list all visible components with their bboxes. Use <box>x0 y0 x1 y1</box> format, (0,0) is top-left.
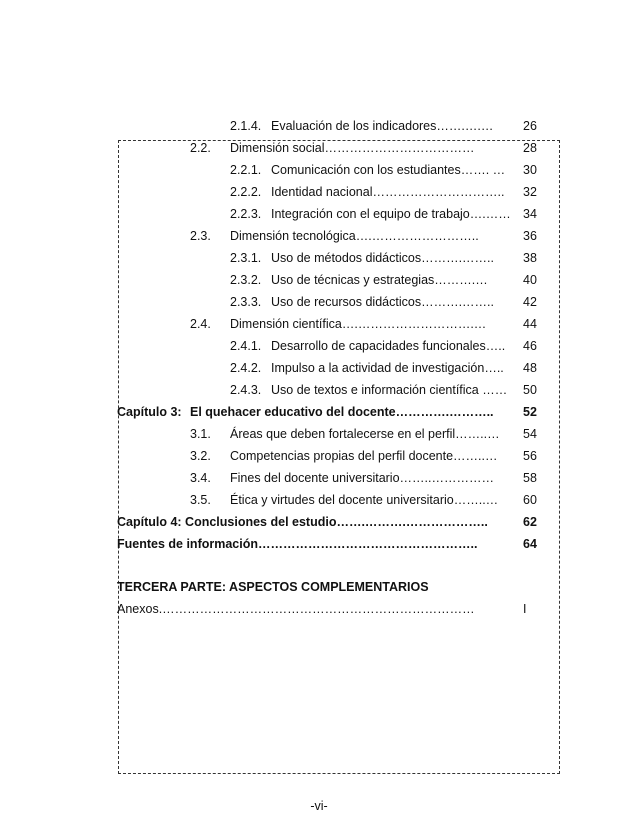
toc-entry-number: 3.1. <box>190 427 211 441</box>
toc-entry-number: 2.4.1. <box>230 339 262 353</box>
toc-entry-number: 3.5. <box>190 493 211 507</box>
toc-entry-number: Capítulo 3: <box>117 405 182 419</box>
toc-entry-2-4-2 <box>0 359 638 377</box>
toc-entry-page: 60 <box>523 493 537 507</box>
toc-entry-title: Impulso a la actividad de investigación….. <box>271 361 504 375</box>
toc-entry-2-3 <box>0 227 638 245</box>
toc-entry-title: Uso de recursos didácticos……….…….. <box>271 295 494 309</box>
toc-entry-number: 2.4.2. <box>230 361 262 375</box>
toc-entry-number: 2.3. <box>190 229 211 243</box>
toc-entry-number: 2.2.2. <box>230 185 262 199</box>
toc-entry-number: 2.4.3. <box>230 383 262 397</box>
toc-entry-page: 58 <box>523 471 537 485</box>
toc-entry-2-4-1 <box>0 337 638 355</box>
toc-entry-sources <box>0 535 638 553</box>
toc-entry-title: Dimensión científica….……………………….… <box>230 317 487 331</box>
toc-entry-number: 2.3.1. <box>230 251 262 265</box>
toc-entry-page: 62 <box>523 515 537 529</box>
toc-entry-page: 28 <box>523 141 537 155</box>
toc-entry-title: Integración con el equipo de trabajo….…… <box>271 207 511 221</box>
toc-entry-2-2-1 <box>0 161 638 179</box>
toc-entry-page: 34 <box>523 207 537 221</box>
toc-entry-page: 64 <box>523 537 537 551</box>
toc-entry-number: 2.3.2. <box>230 273 262 287</box>
toc-entry-3-1 <box>0 425 638 443</box>
toc-entry-page: 56 <box>523 449 537 463</box>
toc-entry-2-3-1 <box>0 249 638 267</box>
toc-entry-title: Identidad nacional………………………….. <box>271 185 505 199</box>
toc-entry-3-2 <box>0 447 638 465</box>
toc-entry-page: 48 <box>523 361 537 375</box>
toc-entry-2-2 <box>0 139 638 157</box>
toc-entry-chapter-3 <box>0 403 638 421</box>
toc-entry-page: 54 <box>523 427 537 441</box>
toc-entry-page: 40 <box>523 273 537 287</box>
toc-entry-number: 2.2. <box>190 141 211 155</box>
toc-section-heading <box>0 578 638 596</box>
toc-entry-number: 2.2.1. <box>230 163 262 177</box>
toc-entry-2-1-4 <box>0 117 638 135</box>
toc-entry-title: El quehacer educativo del docente………….……….. <box>190 405 494 419</box>
toc-entry-number: 3.2. <box>190 449 211 463</box>
toc-section-title: TERCERA PARTE: ASPECTOS COMPLEMENTARIOS <box>117 580 429 594</box>
toc-entry-page: 32 <box>523 185 537 199</box>
toc-entry-2-4-3 <box>0 381 638 399</box>
toc-entry-title: Uso de métodos didácticos……….…….. <box>271 251 494 265</box>
toc-entry-title: Desarrollo de capacidades funcionales….. <box>271 339 506 353</box>
toc-entry-title: Evaluación de los indicadores…….….… <box>271 119 494 133</box>
toc-entry-page: 46 <box>523 339 537 353</box>
toc-entry-number: 3.4. <box>190 471 211 485</box>
toc-entry-title: Capítulo 4: Conclusiones del estudio…….……….……………….. <box>117 515 488 529</box>
toc-entry-title: Anexos.………………………………………………………………… <box>117 602 475 616</box>
toc-entry-page: 50 <box>523 383 537 397</box>
toc-entry-2-4 <box>0 315 638 333</box>
toc-entry-3-5 <box>0 491 638 509</box>
page-number: -vi- <box>310 799 328 813</box>
toc-entry-page: 44 <box>523 317 537 331</box>
toc-entry-title: Competencias propias del perfil docente……..… <box>230 449 498 463</box>
toc-entry-page: 30 <box>523 163 537 177</box>
toc-entry-title: Uso de técnicas y estrategias……….… <box>271 273 488 287</box>
toc-entry-2-2-3 <box>0 205 638 223</box>
toc-entry-title: Dimensión social……………………………… <box>230 141 475 155</box>
toc-entry-number: 2.2.3. <box>230 207 262 221</box>
toc-entry-page: I <box>523 602 527 616</box>
toc-entry-title: Comunicación con los estudiantes……. … <box>271 163 506 177</box>
toc-entry-title: Dimensión tecnológica….…………………….. <box>230 229 479 243</box>
toc-entry-title: Fuentes de información…………………………………………….. <box>117 537 478 551</box>
toc-entry-page: 26 <box>523 119 537 133</box>
toc-entry-title: Ética y virtudes del docente universitario……..… <box>230 493 499 507</box>
toc-entry-number: 2.4. <box>190 317 211 331</box>
toc-entry-2-3-2 <box>0 271 638 289</box>
toc-entry-number: 2.3.3. <box>230 295 262 309</box>
toc-entry-3-4 <box>0 469 638 487</box>
toc-entry-page: 36 <box>523 229 537 243</box>
toc-entry-page: 52 <box>523 405 537 419</box>
toc-entry-annexes <box>0 600 638 618</box>
toc-entry-number: 2.1.4. <box>230 119 262 133</box>
toc-entry-page: 38 <box>523 251 537 265</box>
toc-entry-page: 42 <box>523 295 537 309</box>
toc-entry-title: Áreas que deben fortalecerse en el perfil……..… <box>230 427 500 441</box>
toc-entry-chapter-4 <box>0 513 638 531</box>
toc-entry-2-3-3 <box>0 293 638 311</box>
toc-entry-title: Uso de textos e información científica …… <box>271 383 508 397</box>
toc-entry-2-2-2 <box>0 183 638 201</box>
toc-entry-title: Fines del docente universitario……..…………… <box>230 471 494 485</box>
